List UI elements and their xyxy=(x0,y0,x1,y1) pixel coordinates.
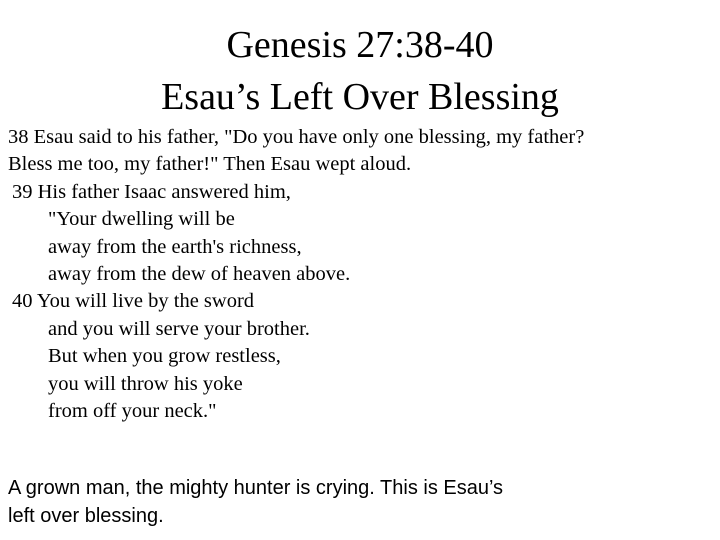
scripture-line: "Your dwelling will be xyxy=(48,208,235,231)
scripture-line: But when you grow restless, xyxy=(48,345,281,368)
scripture-line: from off your neck." xyxy=(48,399,217,422)
slide-subtitle: Esau’s Left Over Blessing xyxy=(161,76,559,118)
scripture-passage xyxy=(8,124,714,425)
commentary-line: left over blessing. xyxy=(8,505,164,527)
commentary-line: A grown man, the mighty hunter is crying. This is Esau’s xyxy=(8,477,504,499)
scripture-line: and you will serve your brother. xyxy=(48,317,310,340)
scripture-line: away from the dew of heaven above. xyxy=(48,262,351,285)
scripture-line: 38 Esau said to his father, "Do you have only one blessing, my father? xyxy=(8,126,585,148)
scripture-line: 40 You will live by the sword xyxy=(12,290,255,313)
commentary-text xyxy=(8,474,714,530)
scripture-line: you will throw his yoke xyxy=(48,372,243,395)
scripture-line: Bless me too, my father!" Then Esau wept aloud. xyxy=(8,153,412,176)
scripture-line: 39 His father Isaac answered him, xyxy=(12,180,291,203)
slide-title: Genesis 27:38-40 xyxy=(226,24,494,66)
scripture-line: away from the earth's richness, xyxy=(48,235,302,258)
